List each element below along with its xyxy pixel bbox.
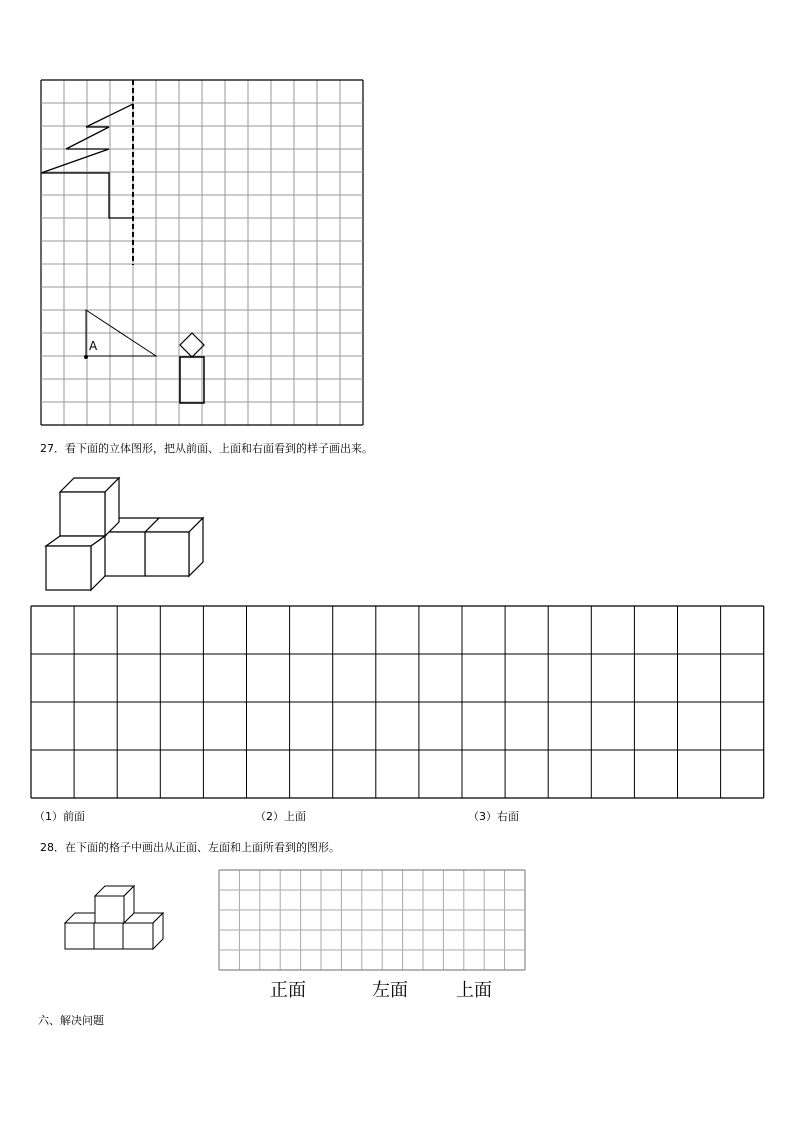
question-27-text: 27．看下面的立体图形，把从前面、上面和右面看到的样子画出来。	[40, 442, 373, 455]
label-right-27: （3）右面	[468, 810, 519, 823]
label-top-27: （2）上面	[255, 810, 306, 823]
point-a-label: A	[89, 339, 98, 353]
label-front-27: （1）前面	[34, 810, 85, 823]
label-left-28: 左面	[372, 980, 408, 1001]
grid-28-lines	[219, 870, 525, 970]
section-title: 六、解决问题	[38, 1014, 104, 1027]
label-front-28: 正面	[270, 980, 306, 1001]
question-28-text: 28．在下面的格子中画出从正面、左面和上面所看到的图形。	[40, 841, 340, 854]
label-top-28: 上面	[456, 980, 492, 1001]
